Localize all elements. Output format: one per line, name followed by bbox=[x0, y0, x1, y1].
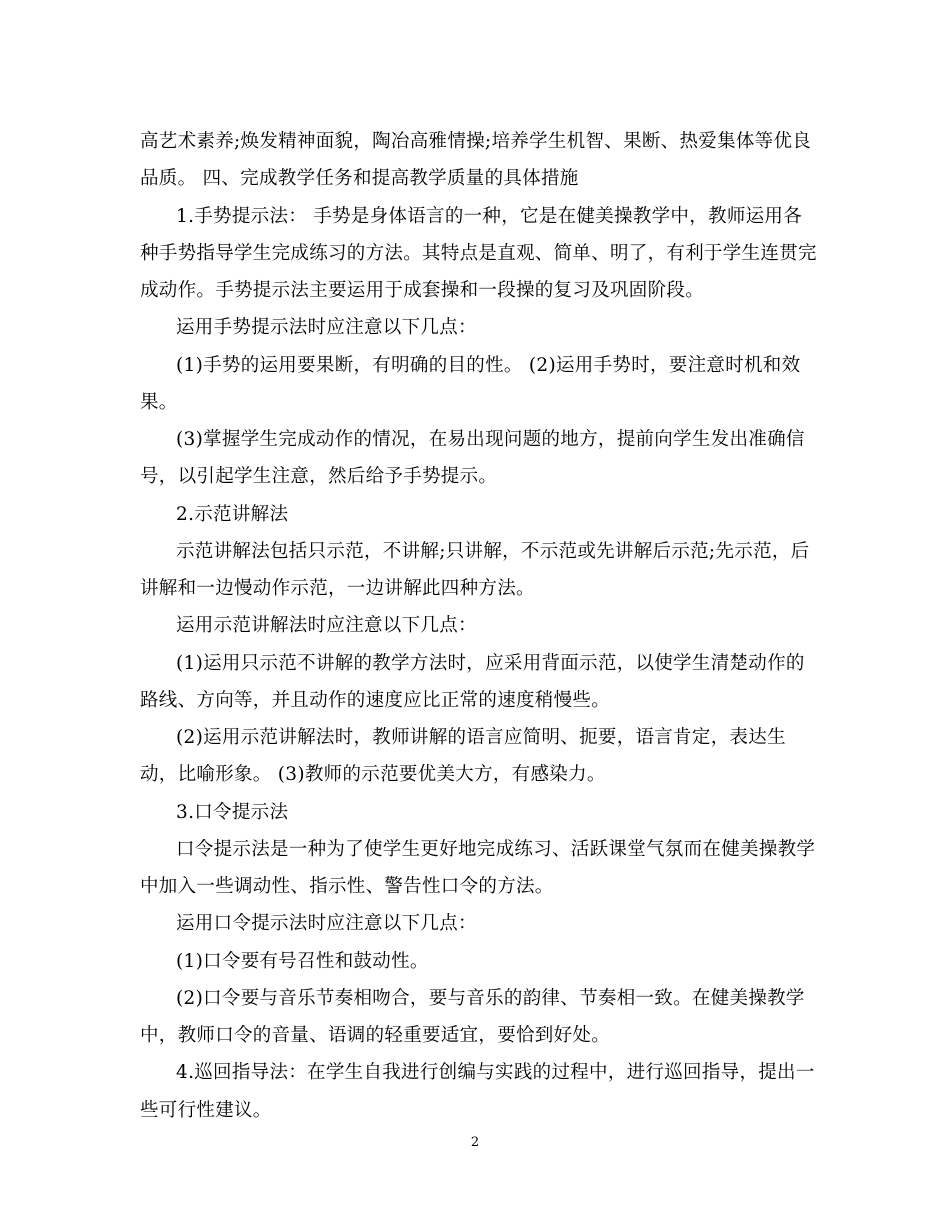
text-line: 中加入一些调动性、指示性、警告性口令的方法。 bbox=[140, 876, 554, 897]
page-number: 2 bbox=[470, 1135, 480, 1150]
section-heading: 3.口令提示法 bbox=[176, 802, 289, 823]
text-line: 中，教师口令的音量、语调的轻重要适宜，要恰到好处。 bbox=[140, 1025, 611, 1046]
text-line: 高艺术素养;焕发精神面貌，陶冶高雅情操;培养学生机智、果断、热爱集体等优良 bbox=[140, 131, 812, 152]
text-line: (1)手势的运用要果断，有明确的目的性。 (2)运用手势时，要注意时机和效 bbox=[176, 355, 801, 376]
text-line: (2)运用示范讲解法时，教师讲解的语言应简明、扼要，语言肯定，表达生 bbox=[176, 727, 786, 748]
text-line: 号，以引起学生注意，然后给予手势提示。 bbox=[140, 466, 498, 487]
text-line: 运用示范讲解法时应注意以下几点： bbox=[176, 615, 477, 636]
text-line: 讲解和一边慢动作示范，一边讲解此四种方法。 bbox=[140, 578, 535, 599]
text-line: 4.巡回指导法：在学生自我进行创编与实践的过程中，进行巡回指导，提出一 bbox=[176, 1062, 815, 1083]
text-line: 动，比喻形象。 (3)教师的示范要优美大方，有感染力。 bbox=[140, 764, 606, 785]
text-line: 示范讲解法包括只示范，不讲解;只讲解，不示范或先讲解后示范;先示范，后 bbox=[176, 541, 810, 562]
text-line: 口令提示法是一种为了使学生更好地完成练习、活跃课堂气氛而在健美操教学 bbox=[176, 839, 816, 860]
text-line: (3)掌握学生完成动作的情况，在易出现问题的地方，提前向学生发出准确信 bbox=[176, 429, 805, 450]
text-line: 1.手势提示法： 手势是身体语言的一种，它是在健美操教学中，教师运用各 bbox=[176, 206, 803, 227]
text-line: 种手势指导学生完成练习的方法。其特点是直观、简单、明了，有利于学生连贯完 bbox=[140, 243, 817, 264]
text-line: 品质。 四、完成教学任务和提高教学质量的具体措施 bbox=[140, 168, 579, 189]
text-line: 些可行性建议。 bbox=[140, 1100, 272, 1121]
text-line: 果。 bbox=[140, 392, 178, 413]
text-line: 运用口令提示法时应注意以下几点： bbox=[176, 913, 477, 934]
text-line: (1)口令要有号召性和鼓动性。 bbox=[176, 951, 429, 972]
text-line: 运用手势提示法时应注意以下几点： bbox=[176, 317, 477, 338]
text-line: 成动作。手势提示法主要运用于成套操和一段操的复习及巩固阶段。 bbox=[140, 280, 705, 301]
text-line: 路线、方向等，并且动作的速度应比正常的速度稍慢些。 bbox=[140, 690, 611, 711]
text-line: (1)运用只示范不讲解的教学方法时，应采用背面示范，以使学生清楚动作的 bbox=[176, 653, 805, 674]
section-heading: 2.示范讲解法 bbox=[176, 504, 289, 525]
text-line: (2)口令要与音乐节奏相吻合，要与音乐的韵律、节奏相一致。在健美操教学 bbox=[176, 988, 805, 1009]
